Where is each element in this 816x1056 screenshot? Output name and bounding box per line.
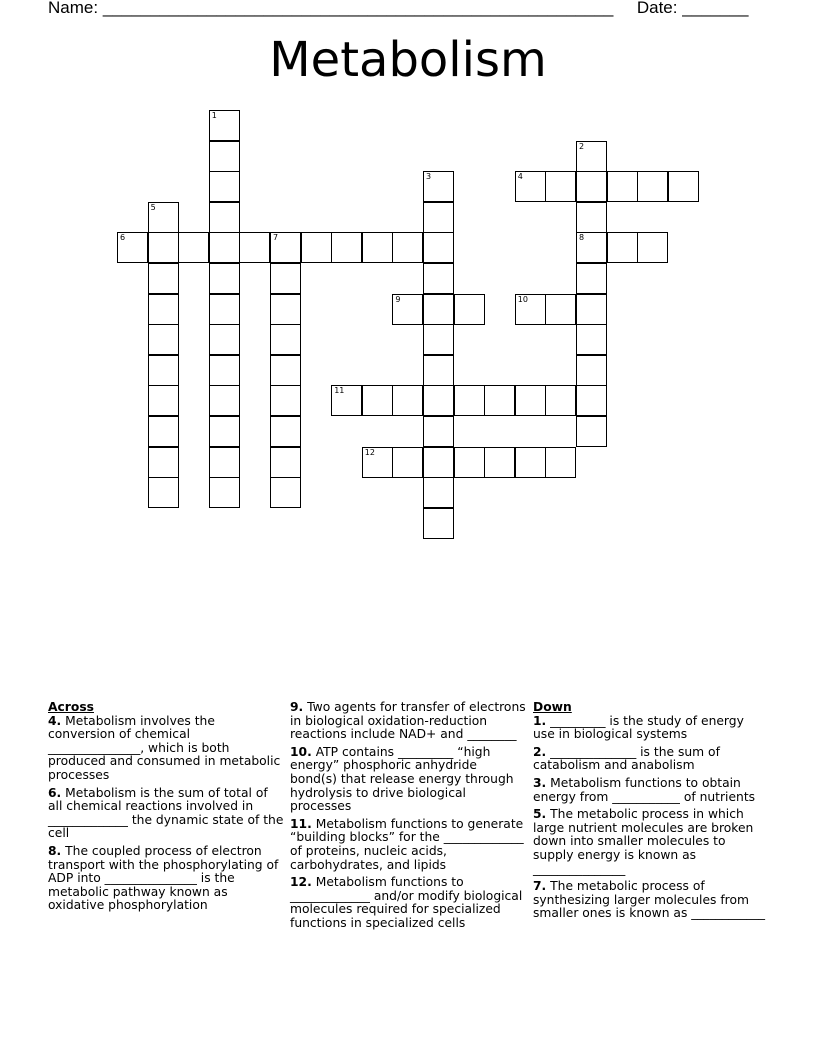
grid-cell[interactable]: [209, 110, 240, 141]
grid-cell[interactable]: [392, 447, 423, 478]
grid-cell[interactable]: [484, 447, 515, 478]
clue-number: 3: [426, 172, 432, 182]
clue-number: 9: [395, 294, 401, 304]
clue-down-5: 5. The metabolic process in which large nutrient molecules are broken down into smaller molecules to supply energy is known as _______________: [533, 807, 754, 876]
grid-cell[interactable]: [576, 171, 607, 202]
grid-cell[interactable]: [423, 202, 454, 233]
grid-cell[interactable]: [392, 385, 423, 416]
grid-cell[interactable]: [515, 294, 546, 325]
grid-cell[interactable]: [148, 355, 179, 386]
clue-number: 6: [120, 233, 126, 243]
grid-cell[interactable]: [178, 232, 209, 263]
clue-number: 11: [334, 386, 345, 396]
clue-number: 12: [364, 447, 375, 457]
grid-cell[interactable]: [423, 416, 454, 447]
grid-cell[interactable]: [209, 202, 240, 233]
page-title: Metabolism: [269, 32, 547, 88]
clue-number: 5: [150, 202, 156, 212]
grid-cell[interactable]: [545, 385, 576, 416]
grid-cell[interactable]: [576, 416, 607, 447]
grid-cell[interactable]: [209, 171, 240, 202]
grid-cell[interactable]: [270, 263, 301, 294]
across-heading: Across: [48, 700, 94, 714]
grid-cell[interactable]: [270, 232, 301, 263]
grid-cell[interactable]: [209, 355, 240, 386]
name-blank[interactable]: ______________________________________________________: [102, 0, 614, 17]
grid-cell[interactable]: [392, 294, 423, 325]
grid-cell[interactable]: [209, 263, 240, 294]
grid-cell[interactable]: [270, 416, 301, 447]
clue-down-7: 7. The metabolic process of synthesizing larger molecules from smaller ones is known as ____________: [533, 879, 766, 921]
grid-cell[interactable]: [148, 447, 179, 478]
clue-across-11: 11. Metabolism functions to generate “building blocks” for the _____________ of proteins, nucleic acids, carbohydrates, and lipids: [290, 816, 524, 872]
clue-across-8: 8. The coupled process of electron transport with the phosphorylating of ADP into _______________ is the metabolic pathway known as oxidative phosphorylation: [48, 843, 279, 913]
grid-cell[interactable]: [117, 232, 148, 263]
grid-cell[interactable]: [209, 294, 240, 325]
clue-down-2: 2. ______________ is the sum of catabolism and anabolism: [533, 744, 720, 773]
clue-across-6: 6. Metabolism is the sum of total of all chemical reactions involved in _____________ the dynamic state of the cell: [48, 785, 284, 841]
down-clues: [533, 701, 769, 925]
grid-cell[interactable]: [362, 385, 393, 416]
grid-cell[interactable]: [362, 232, 393, 263]
grid-cell[interactable]: [270, 477, 301, 508]
date-label: Date:: [636, 0, 678, 17]
grid-cell[interactable]: [576, 263, 607, 294]
clue-across-12: 12. Metabolism functions to _____________ and/or modify biological molecules required for specialized functions in specialized cells: [290, 875, 523, 930]
grid-cell[interactable]: [270, 324, 301, 355]
grid-cell[interactable]: [576, 141, 607, 172]
grid-cell[interactable]: [148, 416, 179, 447]
grid-cell[interactable]: [454, 294, 485, 325]
down-heading: Down: [533, 700, 572, 714]
grid-cell[interactable]: [637, 171, 668, 202]
grid-cell[interactable]: [270, 385, 301, 416]
grid-cell[interactable]: [148, 263, 179, 294]
grid-cell[interactable]: [423, 355, 454, 386]
grid-cell[interactable]: [454, 447, 485, 478]
grid-cell[interactable]: [423, 477, 454, 508]
grid-cell[interactable]: [576, 232, 607, 263]
grid-cell[interactable]: [209, 416, 240, 447]
grid-cell[interactable]: [545, 294, 576, 325]
grid-cell[interactable]: [301, 232, 332, 263]
grid-cell[interactable]: [423, 263, 454, 294]
grid-cell[interactable]: [607, 171, 638, 202]
across-clues-col2: [290, 701, 526, 935]
clue-number: 7: [273, 233, 279, 243]
clue-number: 1: [211, 111, 217, 120]
name-label: Name:: [48, 0, 99, 17]
grid-cell[interactable]: [515, 171, 546, 202]
grid-cell[interactable]: [545, 447, 576, 478]
grid-cell[interactable]: [331, 385, 362, 416]
clue-number: 4: [517, 172, 523, 182]
grid-cell[interactable]: [148, 202, 179, 233]
grid-cell[interactable]: [576, 385, 607, 416]
grid-cell[interactable]: [239, 232, 270, 263]
grid-cell[interactable]: [454, 385, 485, 416]
grid-cell[interactable]: [423, 324, 454, 355]
grid-cell[interactable]: [576, 202, 607, 233]
grid-cell[interactable]: [423, 385, 454, 416]
grid-cell[interactable]: [423, 447, 454, 478]
grid-cell[interactable]: [484, 385, 515, 416]
grid-cell[interactable]: [209, 447, 240, 478]
grid-cell[interactable]: [423, 171, 454, 202]
grid-cell[interactable]: [515, 385, 546, 416]
grid-cell[interactable]: [270, 294, 301, 325]
clue-number: 2: [579, 141, 585, 151]
grid-cell[interactable]: [423, 508, 454, 539]
grid-cell[interactable]: [392, 232, 423, 263]
clue-down-3: 3. Metabolism functions to obtain energy from ___________ of nutrients: [533, 775, 756, 804]
grid-cell[interactable]: [423, 294, 454, 325]
clue-down-1: 1. _________ is the study of energy use in biological systems: [533, 713, 744, 742]
grid-cell[interactable]: [270, 355, 301, 386]
grid-cell[interactable]: [148, 232, 179, 263]
grid-cell[interactable]: [515, 447, 546, 478]
grid-cell[interactable]: [209, 141, 240, 172]
grid-cell[interactable]: [209, 477, 240, 508]
grid-cell[interactable]: [423, 232, 454, 263]
clue-across-4: 4. Metabolism involves the conversion of chemical _______________, which is both produced and consumed in metabolic processes: [48, 713, 281, 782]
grid-cell[interactable]: [668, 171, 699, 202]
clue-number: 10: [517, 294, 528, 304]
grid-cell[interactable]: [270, 447, 301, 478]
grid-cell[interactable]: [576, 355, 607, 386]
grid-cell[interactable]: [637, 232, 668, 263]
date-blank[interactable]: _______: [682, 0, 749, 17]
grid-cell[interactable]: [148, 324, 179, 355]
grid-cell[interactable]: [148, 385, 179, 416]
grid-cell[interactable]: [607, 232, 638, 263]
grid-cell[interactable]: [209, 324, 240, 355]
grid-cell[interactable]: [209, 232, 240, 263]
grid-cell[interactable]: [362, 447, 393, 478]
clue-across-9: 9. Two agents for transfer of electrons in biological oxidation-reduction reactions include NAD+ and ________: [290, 700, 526, 742]
grid-cell[interactable]: [209, 385, 240, 416]
clue-number: 8: [579, 233, 585, 243]
across-clues-col1: [48, 701, 284, 917]
clue-across-10: 10. ATP contains _________ “high energy” phosphoric anhydride bond(s) that release energy through hydrolysis to drive biological processes: [290, 744, 514, 814]
grid-cell[interactable]: [331, 232, 362, 263]
grid-cell[interactable]: [148, 477, 179, 508]
grid-cell[interactable]: [576, 294, 607, 325]
grid-cell[interactable]: [576, 324, 607, 355]
grid-cell[interactable]: [148, 294, 179, 325]
grid-cell[interactable]: [545, 171, 576, 202]
